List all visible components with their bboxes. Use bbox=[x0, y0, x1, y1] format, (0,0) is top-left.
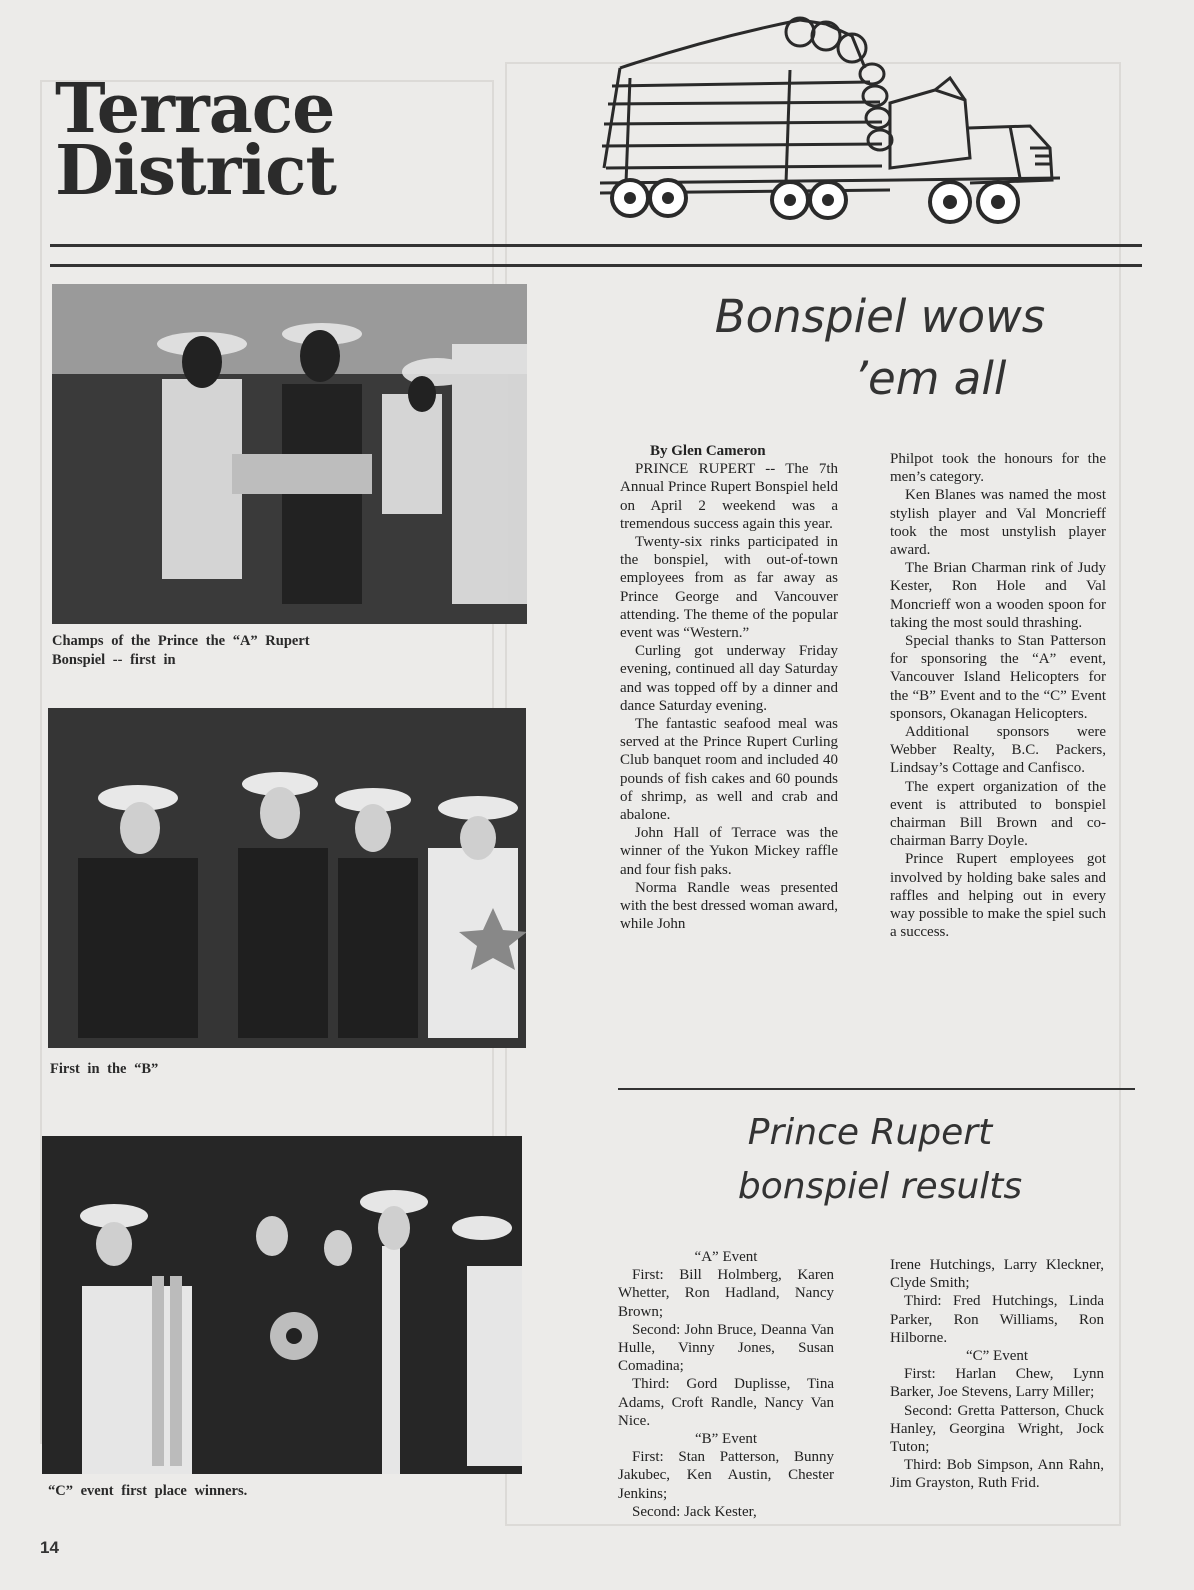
header-rule-top bbox=[50, 244, 1142, 247]
masthead-line-2: District bbox=[55, 131, 336, 211]
b-event-second-continued: Irene Hutchings, Larry Kleckner, Clyde Smith; bbox=[890, 1257, 1104, 1292]
article-paragraph: John Hall of Terrace was the winner of the Yukon Mickey raffle and four fish paks. bbox=[620, 825, 838, 878]
article-paragraph: PRINCE RUPERT -- The 7th Annual Prince Rupert Bonspiel held on April 2 weekend was a tremendous success again this year. bbox=[620, 461, 838, 532]
a-event-second: Second: John Bruce, Deanna Van Hulle, Vinny Jones, Susan Comadina; bbox=[618, 1321, 834, 1375]
article-paragraph: Philpot took the honours for the men’s category. bbox=[890, 451, 1106, 486]
article-column-left bbox=[620, 442, 838, 933]
photo-caption-3: “C” event first place winners. bbox=[48, 1483, 248, 1499]
photo-caption-1: Champs of the Prince the “A” Rupert Bonspiel -- first in bbox=[52, 633, 310, 668]
article-paragraph: Prince Rupert employees got involved by holding bake sales and raffles and helping out in every way possible to make the spiel such a success. bbox=[890, 851, 1106, 941]
article-paragraph: Norma Randle weas presented with the best dressed woman award, while John bbox=[620, 879, 838, 933]
photo-caption-2: First in the “B” bbox=[50, 1061, 159, 1077]
article-byline: By Glen Cameron bbox=[650, 443, 766, 459]
article-paragraph: Ken Blanes was named the most stylish player and Val Moncrieff took the most unstylish player award. bbox=[890, 487, 1106, 559]
photo-a-event-champions bbox=[52, 284, 527, 624]
b-event-first: First: Stan Patterson, Bunny Jakubec, Ken Austin, Chester Jenkins; bbox=[618, 1449, 834, 1502]
a-event-first: First: Bill Holmberg, Karen Whetter, Ron Hadland, Nancy Brown; bbox=[618, 1267, 834, 1320]
c-event-third: Third: Bob Simpson, Ann Rahn, Jim Grayston, Ruth Frid. bbox=[890, 1457, 1104, 1492]
a-event-title: “A” Event bbox=[694, 1249, 758, 1265]
article-headline-line-2: ’em all bbox=[853, 352, 1007, 405]
results-headline bbox=[640, 1106, 1110, 1214]
results-headline-line-2: bonspiel results bbox=[737, 1166, 1023, 1207]
a-event-third: Third: Gord Duplisse, Tina Adams, Croft Randle, Nancy Van Nice. bbox=[618, 1376, 834, 1429]
article-paragraph: Additional sponsors were Webber Realty, B.C. Packers, Lindsay’s Cottage and Canfisco. bbox=[890, 724, 1106, 777]
results-column-left bbox=[618, 1248, 834, 1521]
photo-c-event-winners bbox=[42, 1136, 522, 1474]
c-event-second: Second: Gretta Patterson, Chuck Hanley, Georgina Wright, Jock Tuton; bbox=[890, 1402, 1104, 1456]
results-headline-line-1: Prince Rupert bbox=[747, 1112, 993, 1153]
article-paragraph: Special thanks to Stan Patterson for sponsoring the “A” event, Vancouver Island Helicopters for the “B” Event and to the “C” Event sponsors, Okanagan Helicopters. bbox=[890, 633, 1106, 722]
article-headline bbox=[600, 286, 1120, 410]
article-paragraph: Curling got underway Friday evening, continued all day Saturday and was topped off by a dinner and dance Saturday evening. bbox=[620, 643, 838, 714]
c-event-title: “C” Event bbox=[965, 1348, 1029, 1365]
article-paragraph: The expert organization of the event is attributed to bonspiel chairman Bill Brown and co-chairman Barry Doyle. bbox=[890, 778, 1106, 850]
results-column-right bbox=[890, 1256, 1104, 1493]
b-event-second: Second: Jack Kester, bbox=[632, 1503, 757, 1520]
photo-b-event-winners bbox=[48, 708, 526, 1048]
b-event-title: “B” Event bbox=[694, 1431, 758, 1448]
section-masthead bbox=[55, 69, 415, 211]
article-paragraph: The fantastic seafood meal was served at the Prince Rupert Curling Club banquet room and included 40 pounds of fish cakes and 60 pounds of shrimp, as well and crab and abalone. bbox=[620, 716, 838, 824]
article-column-right bbox=[890, 450, 1106, 941]
article-paragraph: Twenty-six rinks participated in the bonspiel, with out-of-town employees from as far away as Prince George and Vancouver attending. The theme of the popular event was “Western.” bbox=[620, 534, 838, 642]
article-headline-line-1: Bonspiel wows bbox=[714, 290, 1046, 343]
article-paragraph: The Brian Charman rink of Judy Kester, Ron Hole and Val Moncrieff won a wooden spoon for taking the most sould thrashing. bbox=[890, 560, 1106, 631]
c-event-first: First: Harlan Chew, Lynn Barker, Joe Stevens, Larry Miller; bbox=[890, 1366, 1104, 1401]
masthead-line-1: Terrace bbox=[55, 69, 335, 149]
header-rule-bottom bbox=[50, 264, 1142, 267]
page-number: 14 bbox=[40, 1538, 59, 1557]
logging-truck-illustration bbox=[590, 8, 1080, 230]
b-event-third: Third: Fred Hutchings, Linda Parker, Ron Williams, Ron Hilborne. bbox=[890, 1293, 1104, 1346]
section-divider bbox=[618, 1088, 1135, 1090]
